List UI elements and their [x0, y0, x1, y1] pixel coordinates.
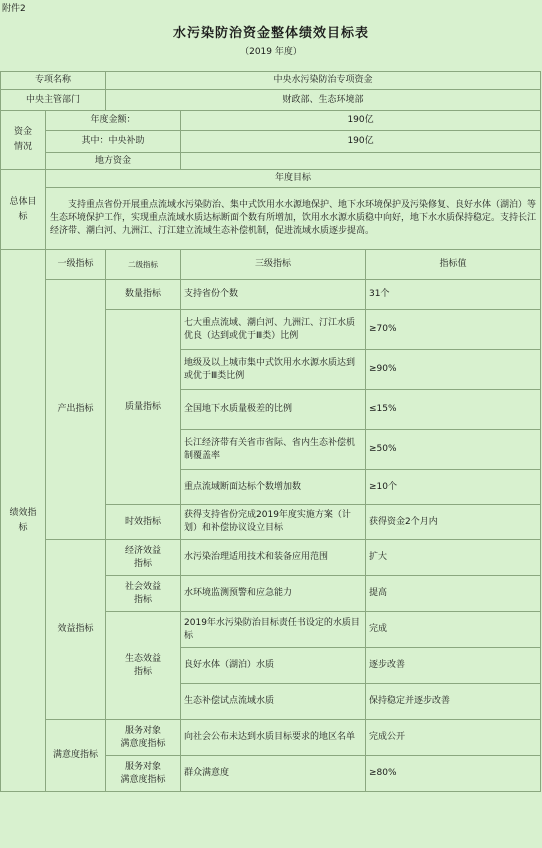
- indicator-value: 获得资金2个月内: [366, 505, 541, 540]
- attachment-label: 附件2: [2, 4, 26, 14]
- department-label: 中央主管部门: [1, 90, 106, 111]
- page-title: 水污染防治资金整体绩效目标表: [172, 26, 369, 41]
- department-value: 财政部、生态环境部: [106, 90, 541, 111]
- indicator-value: ≥50%: [366, 430, 541, 470]
- special-fund-row: [1, 72, 541, 90]
- indicator-name: 重点流域断面达标个数增加数: [181, 470, 366, 505]
- indicator-header-row: [1, 250, 541, 280]
- level2-timeliness: 时效指标: [106, 505, 181, 540]
- indicator-value: ≥80%: [366, 756, 541, 792]
- header-value: 指标值: [366, 250, 541, 280]
- target-table: [0, 71, 541, 792]
- fund-row: [1, 131, 541, 153]
- header-level2: 二级指标: [106, 250, 181, 280]
- level2-satisfaction: 服务对象 满意度指标: [106, 720, 181, 756]
- goal-header-row: [1, 170, 541, 188]
- indicator-value: 提高: [366, 576, 541, 612]
- level2-quantity: 数量指标: [106, 280, 181, 310]
- overall-goal-label: 总体目 标: [1, 170, 46, 250]
- fund-row-value: 190亿: [181, 131, 541, 153]
- header-level1: 一级指标: [46, 250, 106, 280]
- indicator-name: 七大重点流域、潮白河、九洲江、汀江水质优良（达到或优于Ⅲ类）比例: [181, 310, 366, 350]
- indicator-value: ≥90%: [366, 350, 541, 390]
- special-fund-value: 中央水污染防治专项资金: [106, 72, 541, 90]
- indicator-value: 扩大: [366, 540, 541, 576]
- indicator-value: ≤15%: [366, 390, 541, 430]
- indicator-name: 获得支持省份完成2019年度实施方案（计划）和补偿协议设立目标: [181, 505, 366, 540]
- indicator-value: 逐步改善: [366, 648, 541, 684]
- indicator-name: 群众满意度: [181, 756, 366, 792]
- indicator-value: ≥70%: [366, 310, 541, 350]
- goal-text: 支持重点省份开展重点流域水污染防治、集中式饮用水水源地保护、地下水环境保护及污染修复、良好水体（湖泊）等生态环境保护工作，实现重点流域水质达标断面个数有所增加，饮用水水源水质稳中向好，地下水水质保持稳定。支持长江经济带、潮白河、九洲江、汀江建立流域生态补偿机制，促进流域水质逐步提高。: [46, 188, 541, 250]
- indicator-name: 全国地下水质量极差的比例: [181, 390, 366, 430]
- year-label: （2019 年度）: [240, 47, 302, 57]
- indicator-row: [1, 720, 541, 756]
- fund-row: [1, 153, 541, 170]
- indicator-name: 长江经济带有关省市省际、省内生态补偿机制覆盖率: [181, 430, 366, 470]
- fund-row-value: 190亿: [181, 111, 541, 131]
- level2-economic: 经济效益 指标: [106, 540, 181, 576]
- level1-output: 产出指标: [46, 280, 106, 540]
- fund-row-label: 年度金额：: [46, 111, 181, 131]
- indicator-value: ≥10个: [366, 470, 541, 505]
- performance-label: 绩效指 标: [1, 250, 46, 792]
- indicator-name: 支持省份个数: [181, 280, 366, 310]
- goal-text-row: [1, 188, 541, 250]
- level2-ecological: 生态效益 指标: [106, 612, 181, 720]
- level2-social: 社会效益 指标: [106, 576, 181, 612]
- indicator-name: 生态补偿试点流域水质: [181, 684, 366, 720]
- level1-satisfaction: 满意度指标: [46, 720, 106, 792]
- indicator-row: [1, 280, 541, 310]
- indicator-value: 完成: [366, 612, 541, 648]
- indicator-name: 地级及以上城市集中式饮用水水源水质达到或优于Ⅲ类比例: [181, 350, 366, 390]
- indicator-name: 水环境监测预警和应急能力: [181, 576, 366, 612]
- department-row: [1, 90, 541, 111]
- header-level3: 三级指标: [181, 250, 366, 280]
- fund-row-label: 地方资金: [46, 153, 181, 170]
- level2-satisfaction: 服务对象 满意度指标: [106, 756, 181, 792]
- fund-group-label: 资金 情况: [1, 111, 46, 170]
- indicator-name: 良好水体（湖泊）水质: [181, 648, 366, 684]
- indicator-name: 向社会公布未达到水质目标要求的地区名单: [181, 720, 366, 756]
- fund-row-label: 其中：中央补助: [46, 131, 181, 153]
- goal-header: 年度目标: [46, 170, 541, 188]
- special-fund-label: 专项名称: [1, 72, 106, 90]
- indicator-row: [1, 540, 541, 576]
- level1-benefit: 效益指标: [46, 540, 106, 720]
- level2-quality: 质量指标: [106, 310, 181, 505]
- indicator-value: 完成公开: [366, 720, 541, 756]
- indicator-value: 保持稳定并逐步改善: [366, 684, 541, 720]
- indicator-name: 2019年水污染防治目标责任书设定的水质目标: [181, 612, 366, 648]
- fund-row: [1, 111, 541, 131]
- indicator-value: 31个: [366, 280, 541, 310]
- indicator-name: 水污染治理适用技术和装备应用范围: [181, 540, 366, 576]
- fund-row-value: [181, 153, 541, 170]
